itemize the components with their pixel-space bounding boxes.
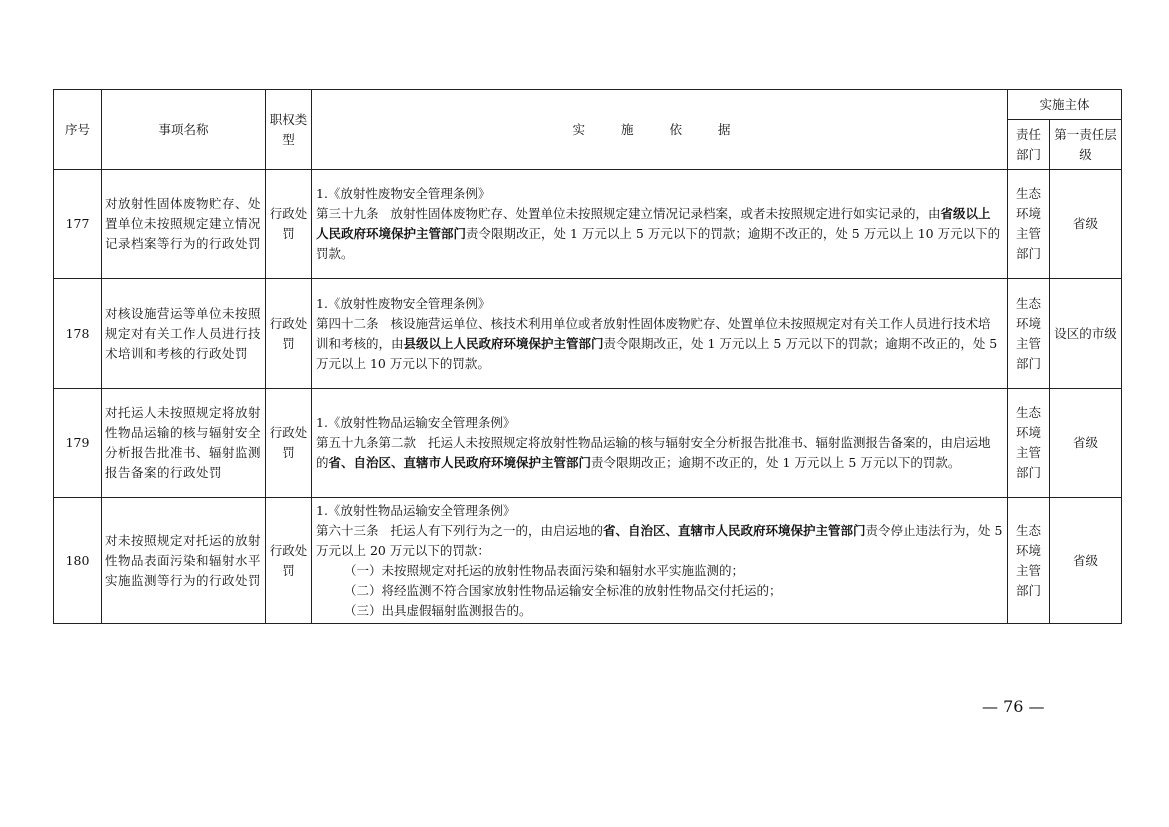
basis-list-item: （二）将经监测不符合国家放射性物品运输安全标准的放射性物品交付托运的； — [344, 582, 782, 598]
table-row — [54, 279, 1122, 389]
row-basis — [312, 279, 1008, 389]
basis-text-a: 核设施营运单位、核技术利用单位或者放射性固体废物贮存、处置单位未按照规定对有关工作人员进行技术培训和考核的，由 — [316, 315, 991, 351]
basis-clause: 第三十九条 — [316, 206, 379, 221]
row-seq: 178 — [54, 279, 102, 389]
basis-body — [316, 204, 1003, 264]
header-power-type: 职权类型 — [266, 90, 312, 170]
basis-text-b: 责令限期改正，处 1 万元以上 5 万元以下的罚款；逾期不改正的，处 5 万元以上 10 万元以下的罚款。 — [316, 226, 1001, 261]
basis-law-title: 1.《放射性物品运输安全管理条例》 — [316, 415, 516, 430]
basis-law-title: 1.《放射性废物安全管理条例》 — [316, 186, 491, 201]
basis-authority: 省、自治区、直辖市人民政府环境保护主管部门 — [603, 522, 866, 538]
row-power-type: 行政处罚 — [266, 170, 312, 279]
row-power-type: 行政处罚 — [266, 389, 312, 498]
basis-authority: 县级以上人民政府环境保护主管部门 — [403, 335, 604, 351]
row-item-name: 对放射性固体废物贮存、处置单位未按照规定建立情况记录档案等行为的行政处罚 — [102, 170, 266, 279]
row-level: 省级 — [1050, 389, 1122, 498]
enforcement-table-sheet — [53, 89, 1121, 624]
basis-clause: 第五十九条第二款 — [316, 435, 417, 450]
table-row — [54, 170, 1122, 279]
basis-clause: 第六十三条 — [316, 522, 379, 538]
basis-body — [316, 433, 1003, 473]
header-subject: 实施主体 — [1008, 90, 1122, 120]
row-basis — [312, 498, 1008, 624]
row-item-name: 对托运人未按照规定将放射性物品运输的核与辐射安全分析报告批准书、辐射监测报告备案的行政处罚 — [102, 389, 266, 498]
row-item-name: 对核设施营运等单位未按照规定对有关工作人员进行技术培训和考核的行政处罚 — [102, 279, 266, 389]
header-dept: 责任部门 — [1008, 120, 1050, 170]
basis-list-item: （一）未按照规定对托运的放射性物品表面污染和辐射水平实施监测的； — [344, 562, 745, 578]
basis-law-title: 1.《放射性物品运输安全管理条例》 — [316, 502, 516, 518]
table-row — [54, 389, 1122, 498]
row-item-name: 对未按照规定对托运的放射性物品表面污染和辐射水平实施监测等行为的行政处罚 — [102, 498, 266, 624]
header-item-name: 事项名称 — [102, 90, 266, 170]
row-basis — [312, 170, 1008, 279]
row-seq: 177 — [54, 170, 102, 279]
basis-text-b: 责令限期改正；逾期不改正的，处 1 万元以上 5 万元以下的罚款。 — [591, 455, 961, 470]
row-power-type: 行政处罚 — [266, 498, 312, 624]
row-level: 设区的市级 — [1050, 279, 1122, 389]
row-seq: 180 — [54, 498, 102, 624]
row-dept: 生态环境主管部门 — [1008, 279, 1050, 389]
basis-list-item: （三）出具虚假辐射监测报告的。 — [344, 602, 532, 618]
basis-text-a: 托运人有下列行为之一的，由启运地的 — [390, 522, 604, 538]
row-seq: 179 — [54, 389, 102, 498]
row-power-type: 行政处罚 — [266, 279, 312, 389]
row-basis — [312, 389, 1008, 498]
basis-clause: 第四十二条 — [316, 315, 379, 331]
header-seq: 序号 — [54, 90, 102, 170]
basis-body — [316, 314, 1003, 374]
basis-authority: 省、自治区、直辖市人民政府环境保护主管部门 — [328, 455, 592, 470]
row-level: 省级 — [1050, 498, 1122, 624]
header-basis: 实 施 依 据 — [312, 90, 1008, 170]
header-level: 第一责任层级 — [1050, 120, 1122, 170]
enforcement-items-table — [53, 89, 1122, 624]
basis-text-b: 责令停止违法行为，处 5 万元以上 20 万元以下的罚款： — [316, 522, 1003, 558]
basis-law-title: 1.《放射性废物安全管理条例》 — [316, 295, 491, 311]
basis-text-a: 放射性固体废物贮存、处置单位未按照规定建立情况记录档案，或者未按照规定进行如实记录的，由 — [390, 206, 941, 221]
basis-text-a: 托运人未按照规定将放射性物品运输的核与辐射安全分析报告批准书、辐射监测报告备案的，由启运地的 — [316, 435, 991, 470]
basis-body — [316, 521, 1003, 561]
row-level: 省级 — [1050, 170, 1122, 279]
page-number: — 76 — — [982, 697, 1045, 716]
row-dept: 生态环境主管部门 — [1008, 170, 1050, 279]
basis-text-b: 责令限期改正，处 1 万元以上 5 万元以下的罚款；逾期不改正的，处 5 万元以上 10 万元以下的罚款。 — [316, 335, 998, 371]
row-dept: 生态环境主管部门 — [1008, 498, 1050, 624]
basis-authority: 省级以上人民政府环境保护主管部门 — [316, 206, 991, 241]
table-row — [54, 498, 1122, 624]
row-dept: 生态环境主管部门 — [1008, 389, 1050, 498]
